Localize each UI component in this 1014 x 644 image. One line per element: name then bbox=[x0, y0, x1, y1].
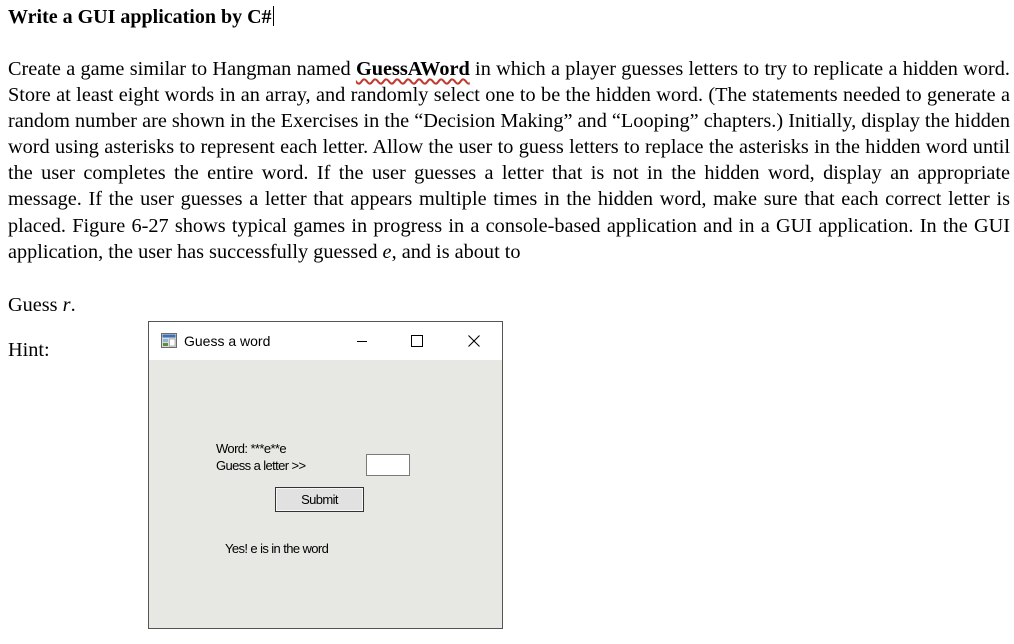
next-letter: r bbox=[62, 294, 71, 316]
assignment-description: Create a game similar to Hangman named GuessAWord in which a player guesses letters to try to replicate a hidden word. Store at least eight words in an array, and randomly select one to be the hidden word. (The statements needed to generate a random number are shown in the Exercises in the “Decision Making” and “Looping” chapters.) Initially, display the hidden word using asterisks to represent each letter. Allow the user to guess letters to replace the asterisks in the hidden word until the user completes the entire word. If the user guesses a letter that is not in the hidden word, display an appropriate message. If the user guesses a letter that appears multiple times in the hidden word, make sure that each correct letter is placed. Figure 6-27 shows typical games in progress in a console-based application and in a GUI application. In the GUI application, the user has successfully guessed e, and is about to bbox=[8, 58, 1010, 263]
game-name: GuessAWord bbox=[355, 58, 470, 80]
guessed-letter: e bbox=[382, 240, 392, 263]
result-message: Yes! e is in the word bbox=[225, 541, 329, 556]
submit-button[interactable]: Submit bbox=[275, 487, 364, 512]
guess-a-word-window bbox=[148, 321, 503, 629]
guess-letter-input[interactable] bbox=[366, 454, 410, 476]
word-label: Word: ***e**e bbox=[216, 441, 287, 456]
hint-label: Hint: bbox=[8, 339, 50, 361]
guess-prompt-label: Guess a letter >> bbox=[216, 458, 306, 473]
form-client-area bbox=[149, 360, 502, 628]
document-title: Write a GUI application by C# bbox=[8, 6, 272, 28]
text-cursor bbox=[273, 6, 274, 26]
window-title: Guess a word bbox=[184, 333, 271, 349]
maximize-icon[interactable] bbox=[401, 328, 431, 354]
guess-next-line: Guess r. bbox=[8, 294, 76, 316]
winforms-app-icon bbox=[161, 333, 177, 348]
close-icon[interactable] bbox=[459, 328, 489, 354]
minimize-icon[interactable] bbox=[347, 328, 377, 354]
window-titlebar[interactable] bbox=[149, 322, 502, 360]
